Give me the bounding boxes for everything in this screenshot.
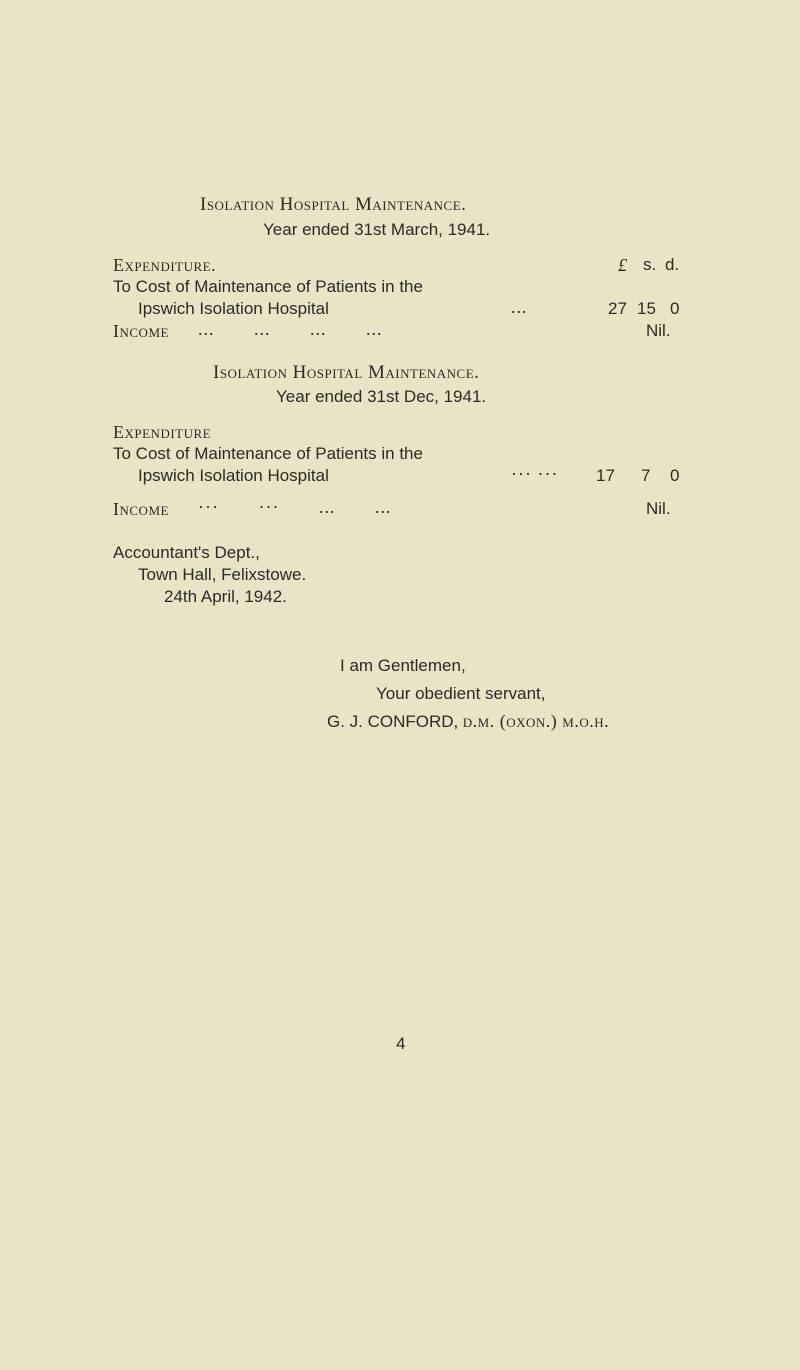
section2-expenditure-label: Expenditure <box>113 422 212 442</box>
address-line1: Accountant's Dept., <box>113 543 260 562</box>
signature-qualifications: d.m. (oxon.) m.o.h. <box>462 711 610 731</box>
section1-col-pounds: £ <box>618 255 627 275</box>
section1-cost-line1: To Cost of Maintenance of Patients in the <box>113 277 423 296</box>
section1-cost-line2: Ipswich Isolation Hospital <box>138 299 329 318</box>
signature <box>327 710 609 733</box>
section1-title: Isolation Hospital Maintenance. <box>200 194 467 215</box>
section1-subtitle: Year ended 31st March, 1941. <box>263 220 491 239</box>
closing-line2: Your obedient servant, <box>376 684 546 703</box>
section2-subtitle: Year ended 31st Dec, 1941. <box>276 387 487 406</box>
section2-cost-pounds: 17 <box>596 466 615 485</box>
section1-col-pence: d. <box>665 255 680 274</box>
section2-cost-shillings: 7 <box>641 466 651 485</box>
address-line3: 24th April, 1942. <box>164 587 287 606</box>
section1-col-shillings: s. <box>643 255 657 274</box>
section1-income-value: Nil. <box>646 321 671 340</box>
section1-cost-pence: 0 <box>670 299 680 318</box>
section2-cost-line2: Ipswich Isolation Hospital <box>138 466 329 485</box>
section1-cost-pounds: 27 <box>608 299 627 318</box>
closing-line1: I am Gentlemen, <box>340 656 466 675</box>
section2-income-value: Nil. <box>646 499 671 518</box>
section1-cost-dots: ... <box>511 297 528 317</box>
section1-income-label: Income <box>113 321 169 341</box>
section1-expenditure-label: Expenditure. <box>113 255 217 275</box>
section2-title: Isolation Hospital Maintenance. <box>213 362 480 383</box>
section2-cost-line1: To Cost of Maintenance of Patients in the <box>113 444 423 463</box>
section2-cost-dots: ··· ··· <box>511 464 559 484</box>
section2-income-dots: ··· ··· ... ... <box>198 497 392 517</box>
section1-cost-shillings: 15 <box>637 299 656 318</box>
section2-income-label: Income <box>113 499 169 519</box>
page-number: 4 <box>396 1034 406 1053</box>
section1-income-dots: ... ... ... ... <box>198 319 383 339</box>
signature-name: G. J. CONFORD, <box>327 712 459 731</box>
section2-cost-pence: 0 <box>670 466 680 485</box>
address-line2: Town Hall, Felixstowe. <box>138 565 307 584</box>
